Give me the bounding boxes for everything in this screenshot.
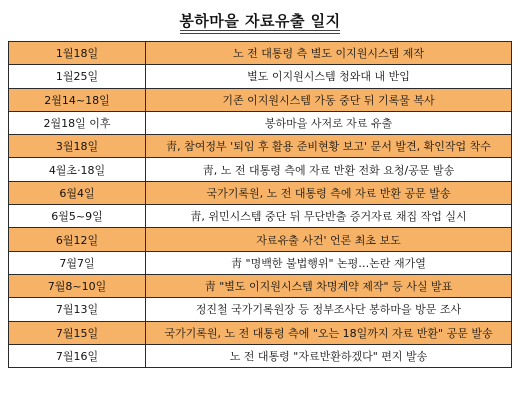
timeline-date: 7월7일	[9, 251, 146, 274]
timeline-date: 1월18일	[9, 42, 146, 65]
timeline-event: 기존 이지원시스템 가동 중단 뒤 기록물 복사	[146, 88, 512, 111]
timeline-event: 봉하마을 사저로 자료 유출	[146, 111, 512, 134]
timeline-row	[9, 65, 512, 88]
timeline-event: 노 전 대통령 "자료반환하겠다" 편지 발송	[146, 344, 512, 367]
timeline-row	[9, 158, 512, 181]
timeline-event: 별도 이지원시스템 청와대 내 반입	[146, 65, 512, 88]
timeline-date: 7월13일	[9, 298, 146, 321]
title-underline-top	[180, 30, 340, 31]
timeline-event: 靑, 노 전 대통령 측에 자료 반환 전화 요청/공문 발송	[146, 158, 512, 181]
timeline-date: 2월14~18일	[9, 88, 146, 111]
timeline-date: 6월4일	[9, 181, 146, 204]
timeline-event: 자료유출 사건' 언론 최초 보도	[146, 228, 512, 251]
timeline-row	[9, 298, 512, 321]
timeline-date: 3월18일	[9, 135, 146, 158]
timeline-row	[9, 111, 512, 134]
timeline-date: 7월8~10일	[9, 274, 146, 297]
timeline-event: 국가기록원, 노 전 대통령 측에 "오는 18일까지 자료 반환" 공문 발송	[146, 321, 512, 344]
timeline-date: 2월18일 이후	[9, 111, 146, 134]
timeline-row	[9, 344, 512, 367]
timeline-event: 靑 "명백한 불법행위" 논평…논란 재가열	[146, 251, 512, 274]
timeline-row	[9, 274, 512, 297]
timeline-event: 국가기록원, 노 전 대통령 측에 자료 반환 공문 발송	[146, 181, 512, 204]
timeline-row	[9, 205, 512, 228]
timeline-row	[9, 135, 512, 158]
timeline-date: 7월15일	[9, 321, 146, 344]
timeline-event: 靑, 위민시스템 중단 뒤 무단반출 증거자료 채집 작업 실시	[146, 205, 512, 228]
timeline-row	[9, 42, 512, 65]
timeline-date: 4월초·18일	[9, 158, 146, 181]
timeline-row	[9, 88, 512, 111]
timeline-row	[9, 251, 512, 274]
timeline-row	[9, 228, 512, 251]
timeline-table	[8, 41, 512, 368]
timeline-event: 靑 "별도 이지원시스템 차명계약 제작" 등 사실 발표	[146, 274, 512, 297]
title-underline-bottom	[180, 33, 340, 34]
timeline-event: 靑, 참여정부 '퇴임 후 활용 준비현황 보고' 문서 발견, 확인작업 착수	[146, 135, 512, 158]
timeline-date: 1월25일	[9, 65, 146, 88]
timeline-date: 6월12일	[9, 228, 146, 251]
timeline-row	[9, 321, 512, 344]
page-title: 봉하마을 자료유출 일지	[179, 12, 341, 30]
timeline-body	[9, 42, 512, 368]
timeline-row	[9, 181, 512, 204]
timeline-event: 정진철 국가기록원장 등 정부조사단 봉하마을 방문 조사	[146, 298, 512, 321]
timeline-event: 노 전 대통령 측 별도 이지원시스템 제작	[146, 42, 512, 65]
timeline-date: 6월5~9일	[9, 205, 146, 228]
timeline-date: 7월16일	[9, 344, 146, 367]
